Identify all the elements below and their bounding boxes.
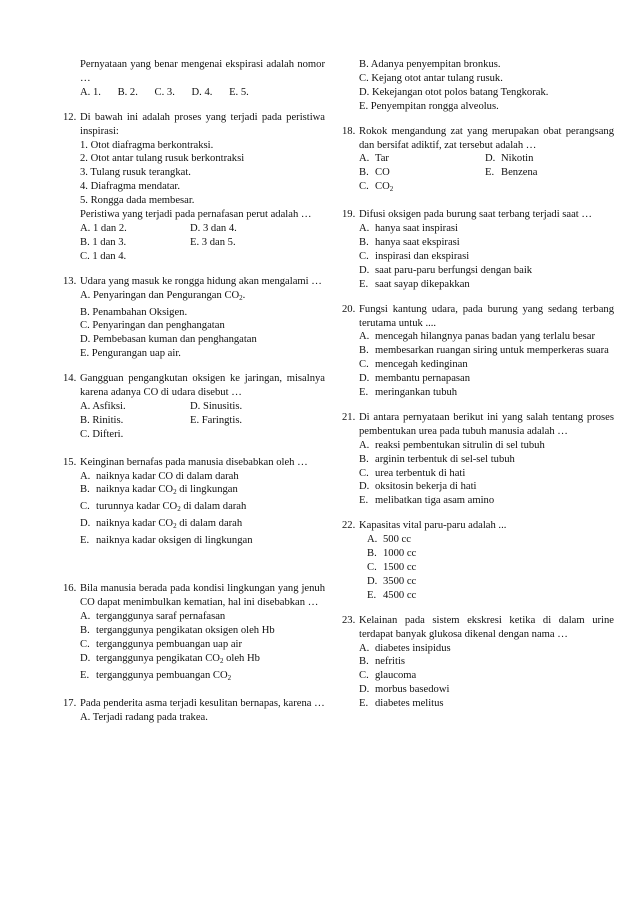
option-text: terganggunya pembuangan CO <box>96 669 228 681</box>
option-c[interactable] <box>80 638 325 652</box>
option-e[interactable] <box>359 386 614 400</box>
question-19 <box>342 208 614 291</box>
option-text: naiknya kadar CO <box>96 484 174 496</box>
option-c[interactable] <box>367 561 614 575</box>
option-d[interactable]: D. 4. <box>191 86 213 98</box>
option-b[interactable] <box>359 453 614 467</box>
question-stem: Di antara pernyataan berikut ini yang salah tentang proses pembentukan urea pada tubuh manusia adalah … <box>359 411 614 437</box>
option-c[interactable]: C. 3. <box>154 86 175 98</box>
statement-item: 4. Diafragma mendatar. <box>80 181 181 193</box>
option-row <box>80 236 325 250</box>
option-row <box>80 414 325 428</box>
option-text: diabetes insipidus <box>375 642 451 654</box>
question-stem: Pada penderita asma terjadi kesulitan bernapas, karena … <box>80 698 325 710</box>
option-text: meringankan tubuh <box>375 387 458 399</box>
option-b[interactable] <box>359 236 614 250</box>
option-c[interactable] <box>359 669 614 683</box>
option-letter: C. <box>359 670 369 682</box>
question-12 <box>63 111 325 264</box>
option-a[interactable] <box>80 289 325 306</box>
option-c[interactable]: C. Kejang otot antar tulang rusuk. <box>359 72 503 84</box>
option-text: membesarkan ruangan siring untuk memperkeras suara <box>375 345 609 357</box>
option-text: inspirasi dan ekspirasi <box>375 250 470 262</box>
option-text: Tar <box>375 153 389 165</box>
question-number: 12. <box>63 111 77 123</box>
question-number: 15. <box>63 456 77 468</box>
option-letter: A. <box>367 534 378 546</box>
option-text: Benzena <box>501 167 538 179</box>
question-stem: Kelainan pada sistem ekskresi ketika di dalam urine terdapat banyak glukosa dikenal dengan nama … <box>359 614 614 640</box>
option-letter: A. <box>359 439 370 451</box>
option-list <box>80 86 325 100</box>
option-text: membantu pernapasan <box>375 373 471 385</box>
option-text: terganggunya pembuangan uap air <box>96 638 243 650</box>
option-c[interactable] <box>359 358 614 372</box>
option-letter: C. <box>367 562 377 573</box>
option-e[interactable] <box>359 494 614 508</box>
option-d[interactable] <box>359 264 614 278</box>
question-16 <box>63 582 325 685</box>
question-stem: Difusi oksigen pada burung saat terbang terjadi saat … <box>359 209 592 221</box>
option-text: 1000 cc <box>383 548 417 560</box>
option-text: terganggunya pengikatan oksigen oleh Hb <box>96 624 275 636</box>
option-text: 500 cc <box>383 534 411 546</box>
option-d[interactable] <box>367 575 614 589</box>
statement-item: 3. Tulang rusuk terangkat. <box>80 167 191 179</box>
option-text: CO <box>375 167 390 179</box>
option-row <box>80 400 325 414</box>
option-letter: A. <box>80 470 91 482</box>
option-letter: D. <box>359 373 370 385</box>
option-d[interactable] <box>485 152 533 166</box>
option-text: naiknya kadar CO di dalam darah <box>96 470 239 482</box>
option-c[interactable]: C. Difteri. <box>80 428 124 440</box>
option-a[interactable] <box>80 610 325 624</box>
option-text: reaksi pembentukan sitrulin di sel tubuh <box>375 439 545 451</box>
option-c[interactable]: C. 1 dan 4. <box>80 250 127 262</box>
option-b[interactable]: B. Rinitis. <box>80 414 124 426</box>
question-23 <box>342 614 614 711</box>
subscript: 2 <box>173 488 177 497</box>
option-c[interactable] <box>359 250 614 264</box>
option-letter: D. <box>359 264 370 276</box>
option-text: Nikotin <box>501 153 534 165</box>
question-stem: Rokok mengandung zat yang merupakan obat perangsang dan bersifat adiktif, zat tersebut adalah … <box>359 125 614 151</box>
option-d[interactable]: D. Kekejangan otot polos batang Tengkorak. <box>359 86 549 98</box>
left-column <box>63 58 325 725</box>
question-20 <box>342 303 614 400</box>
question-15 <box>63 456 325 548</box>
option-d[interactable] <box>359 683 614 697</box>
option-a[interactable] <box>80 470 325 484</box>
question-stem: Kapasitas vital paru-paru adalah ... <box>359 520 507 532</box>
question-number: 19. <box>342 209 356 221</box>
question-stem: Udara yang masuk ke rongga hidung akan mengalami … <box>80 275 322 287</box>
question-stem: Di bawah ini adalah proses yang terjadi pada peristiwa inspirasi: <box>80 111 325 137</box>
option-text: urea terbentuk di hati <box>375 467 466 479</box>
option-letter: D. <box>485 153 496 165</box>
option-text-end: di lingkungan <box>176 484 238 496</box>
option-letter: B. <box>359 345 369 357</box>
subscript: 2 <box>227 673 232 682</box>
option-letter: E. <box>367 589 377 601</box>
option-a[interactable] <box>359 330 614 344</box>
option-a[interactable] <box>359 642 614 656</box>
option-e[interactable]: E. 3 dan 5. <box>190 236 236 248</box>
option-e[interactable]: E. Pengurangan uap air. <box>80 348 181 360</box>
option-letter: D. <box>367 575 378 587</box>
option-a[interactable] <box>359 152 485 166</box>
option-text: diabetes melitus <box>375 698 444 710</box>
option-letter: C. <box>359 181 369 193</box>
option-e[interactable] <box>359 278 614 292</box>
option-text: mencegah kedinginan <box>375 359 468 371</box>
question-number: 13. <box>63 275 77 287</box>
option-b[interactable] <box>359 655 614 669</box>
question-17 <box>63 697 325 725</box>
statement-item: 5. Rongga dada membesar. <box>80 195 195 207</box>
option-c[interactable] <box>359 467 614 481</box>
option-letter: C. <box>359 467 369 479</box>
option-d[interactable] <box>80 652 325 669</box>
option-text: glaucoma <box>375 670 417 682</box>
option-d[interactable]: D. Sinusitis. <box>190 400 243 412</box>
option-row <box>80 222 325 236</box>
option-letter: A. <box>359 153 370 165</box>
question-stem: Keinginan bernafas pada manusia disebabkan oleh … <box>80 456 308 468</box>
option-text: turunnya kadar CO <box>96 501 178 513</box>
question-13 <box>63 275 325 361</box>
question-11-continued <box>63 58 325 100</box>
option-text: mencegah hilangnya panas badan yang terlalu besar <box>375 331 596 343</box>
option-letter: A. <box>359 331 370 343</box>
question-stem: Bila manusia berada pada kondisi lingkungan yang jenuh CO dapat menimbulkan kematian, hal ini disebabkan … <box>80 583 325 608</box>
question-number: 14. <box>63 373 77 385</box>
question-21 <box>342 411 614 508</box>
option-b[interactable] <box>80 483 325 500</box>
option-text: oksitosin bekerja di hati <box>375 481 477 493</box>
option-d[interactable] <box>359 372 614 386</box>
option-a[interactable] <box>359 439 614 453</box>
option-e[interactable] <box>485 166 537 180</box>
option-letter: C. <box>80 638 90 650</box>
option-b[interactable]: B. Penambahan Oksigen. <box>80 306 188 318</box>
option-d[interactable]: D. 3 dan 4. <box>190 222 237 234</box>
option-letter: B. <box>359 167 369 179</box>
option-c[interactable]: C. Penyaringan dan penghangatan <box>80 320 225 332</box>
option-a[interactable]: A. Terjadi radang pada trakea. <box>80 712 208 724</box>
option-text: naiknya kadar CO <box>96 518 174 530</box>
option-a[interactable]: A. 1 dan 2. <box>80 222 127 234</box>
option-b[interactable]: B. 1 dan 3. <box>80 236 127 248</box>
subscript: 2 <box>177 505 181 514</box>
question-number: 18. <box>342 125 356 137</box>
option-text-end: di dalam darah <box>176 518 243 530</box>
question-stem: Gangguan pengangkutan oksigen ke jaringan, misalnya karena adanya CO di udara disebut … <box>80 373 325 399</box>
option-b[interactable] <box>359 166 485 180</box>
option-b[interactable]: B. 2. <box>117 86 138 98</box>
option-row <box>359 166 614 180</box>
option-e[interactable] <box>80 669 325 686</box>
option-text: hanya saat ekspirasi <box>375 236 460 248</box>
question-18 <box>342 125 614 198</box>
question-number: 16. <box>63 583 77 595</box>
option-text: nefritis <box>375 656 406 668</box>
option-text: arginin terbentuk di sel-sel tubuh <box>375 453 515 465</box>
subscript: 2 <box>173 522 177 531</box>
option-letter: E. <box>359 278 369 290</box>
option-letter: D. <box>359 684 370 696</box>
option-d[interactable] <box>80 517 325 534</box>
statement-item: 2. Otot antar tulang rusuk berkontraksi <box>80 153 245 165</box>
option-text: A. Penyaringan dan Pengurangan CO <box>80 289 240 301</box>
question-stem-2: Peristiwa yang terjadi pada pernafasan perut adalah … <box>80 209 312 221</box>
option-b[interactable] <box>367 547 614 561</box>
option-letter: D. <box>80 652 91 664</box>
option-d[interactable] <box>359 480 614 494</box>
option-letter: B. <box>359 236 369 248</box>
option-a[interactable] <box>367 533 614 547</box>
option-letter: A. <box>359 223 370 235</box>
question-14 <box>63 372 325 442</box>
question-number: 21. <box>342 411 356 423</box>
option-text: 3500 cc <box>383 575 417 587</box>
option-a[interactable]: A. 1. <box>80 86 101 98</box>
option-text: saat paru-paru berfungsi dengan baik <box>375 264 533 276</box>
subscript: 2 <box>219 656 224 665</box>
option-text-end: di dalam darah <box>180 501 247 513</box>
statement-item: 1. Otot diafragma berkontraksi. <box>80 139 214 151</box>
subscript: 2 <box>239 293 243 302</box>
option-letter: D. <box>80 518 91 530</box>
option-c[interactable] <box>80 500 325 517</box>
question-stem: Pernyataan yang benar mengenai ekspirasi adalah nomor … <box>80 59 325 84</box>
option-b[interactable] <box>359 344 614 358</box>
option-letter: A. <box>80 610 91 622</box>
option-letter: B. <box>359 656 369 668</box>
option-letter: E. <box>485 167 495 179</box>
subscript: 2 <box>389 185 394 194</box>
option-text: hanya saat inspirasi <box>375 223 458 235</box>
option-b[interactable] <box>80 624 325 638</box>
option-letter: C. <box>359 250 369 262</box>
option-text: saat sayap dikepakkan <box>375 278 470 290</box>
right-column <box>342 58 614 711</box>
question-22 <box>342 519 614 602</box>
question-number: 22. <box>342 520 356 532</box>
question-number: 20. <box>342 303 356 315</box>
option-letter: C. <box>359 359 369 371</box>
option-letter: E. <box>80 535 90 547</box>
option-text: 1500 cc <box>383 562 417 573</box>
option-e[interactable] <box>80 534 325 548</box>
option-text: morbus basedowi <box>375 684 450 696</box>
option-letter: E. <box>359 387 369 399</box>
option-letter: E. <box>80 669 90 681</box>
option-b[interactable]: B. Adanya penyempitan bronkus. <box>359 59 501 70</box>
option-letter: B. <box>359 453 369 465</box>
option-e[interactable]: E. 5. <box>229 86 249 98</box>
option-e[interactable]: E. Penyempitan rongga alveolus. <box>359 100 499 112</box>
option-letter: E. <box>359 698 369 710</box>
option-text: 4500 cc <box>383 589 417 601</box>
option-a[interactable] <box>359 222 614 236</box>
question-number: 17. <box>63 698 77 710</box>
option-text-end: oleh Hb <box>223 652 260 664</box>
option-text: CO <box>375 181 390 193</box>
option-e[interactable] <box>367 589 614 603</box>
option-e[interactable]: E. Faringtis. <box>190 414 243 426</box>
option-letter: E. <box>359 495 369 507</box>
option-letter: B. <box>367 548 377 560</box>
option-c[interactable] <box>359 180 614 197</box>
option-row <box>359 152 614 166</box>
option-d[interactable]: D. Pembebasan kuman dan penghangatan <box>80 334 257 346</box>
option-text: terganggunya saraf pernafasan <box>96 610 226 622</box>
option-a[interactable]: A. Asfiksi. <box>80 400 126 412</box>
option-text: naiknya kadar oksigen di lingkungan <box>96 535 253 547</box>
option-text: terganggunya pengikatan CO <box>96 652 220 664</box>
option-text: melibatkan tiga asam amino <box>375 495 495 507</box>
option-text-end: . <box>242 289 246 301</box>
option-e[interactable] <box>359 697 614 711</box>
option-letter: B. <box>80 624 90 636</box>
option-letter: B. <box>80 484 90 496</box>
question-stem: Fungsi kantung udara, pada burung yang sedang terbang terutama untuk .... <box>359 303 614 329</box>
option-letter: A. <box>359 642 370 654</box>
option-letter: D. <box>359 481 370 493</box>
option-letter: C. <box>80 501 90 513</box>
question-17-continued <box>342 58 614 114</box>
question-number: 23. <box>342 614 356 626</box>
